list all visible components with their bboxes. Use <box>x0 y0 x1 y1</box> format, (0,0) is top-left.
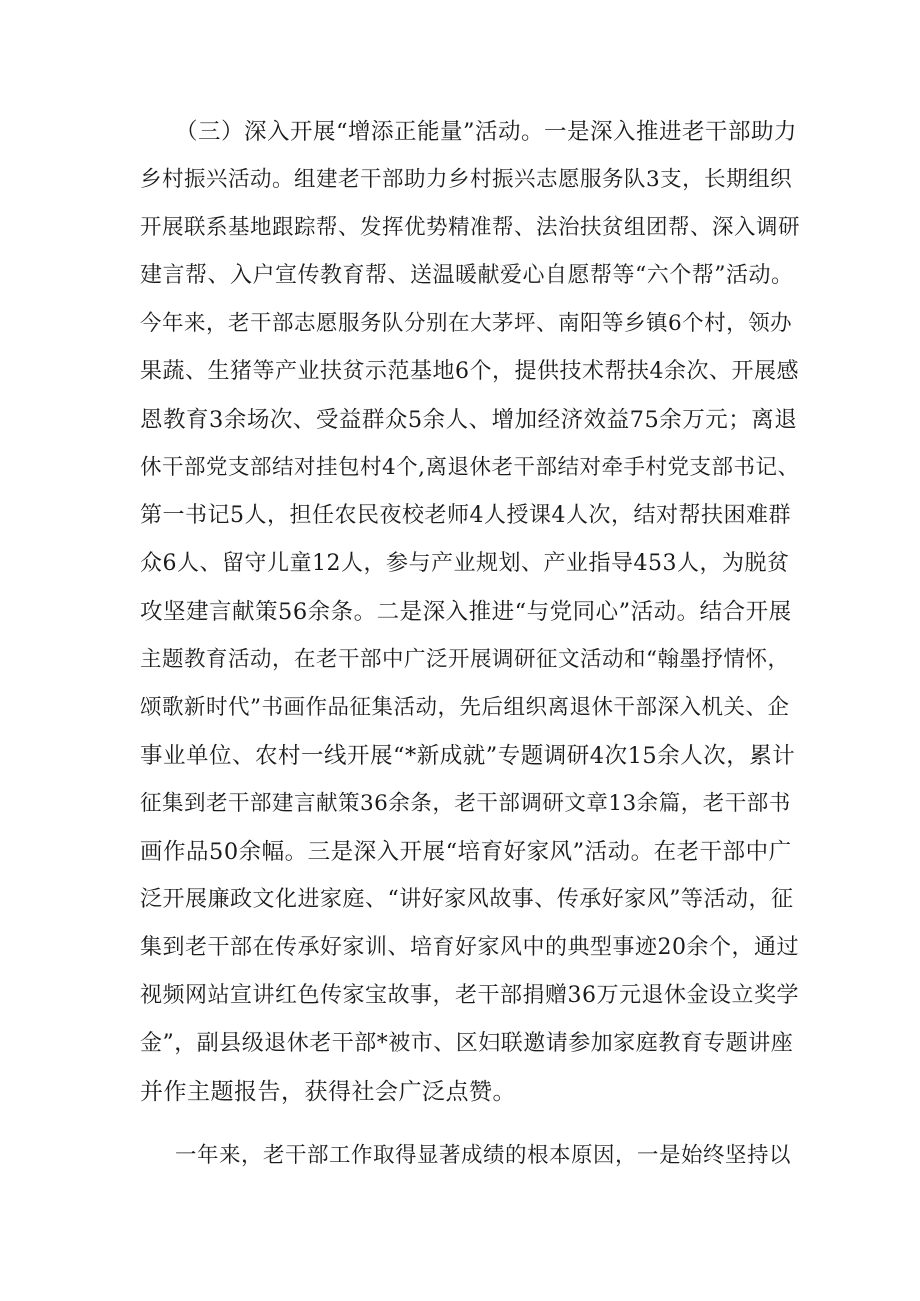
paragraph-1-line-17: 泛开展廉政文化进家庭、“讲好家风故事、传承好家风”等活动，征 <box>140 887 794 912</box>
paragraph-1-line-6: 果蔬、生猪等产业扶贫示范基地6个，提供技术帮扶4余次、开展感 <box>140 359 799 384</box>
paragraph-1-line-4: 建言帮、入户宣传教育帮、送温暖献爱心自愿帮等“六个帮”活动。 <box>140 263 794 288</box>
paragraph-1-line-20: 金”，副县级退休老干部*被市、区妇联邀请参加家庭教育专题讲座 <box>140 1031 794 1056</box>
paragraph-1-line-1: （三）深入开展“增添正能量”活动。一是深入推进老干部助力 <box>175 119 798 145</box>
paragraph-1-line-10: 众6人、留守儿童12人，参与产业规划、产业指导453人，为脱贫 <box>140 551 790 576</box>
paragraph-1-line-13: 颂歌新时代”书画作品征集活动，先后组织离退休干部深入机关、企 <box>140 695 790 720</box>
paragraph-1-line-3: 开展联系基地跟踪帮、发挥优势精准帮、法治扶贫组团帮、深入调研 <box>140 215 801 240</box>
paragraph-1-line-9: 第一书记5人，担任农民夜校老师4人授课4人次，结对帮扶困难群 <box>140 503 791 528</box>
paragraph-1-line-21: 并作主题报告，获得社会广泛点赞。 <box>140 1079 516 1105</box>
paragraph-1-line-7: 恩教育3余场次、受益群众5余人、增加经济效益75余万元；离退 <box>140 407 798 433</box>
paragraph-1-line-5: 今年来，老干部志愿服务队分别在大茅坪、南阳等乡镇6个村，领办 <box>140 311 793 336</box>
paragraph-1-line-18: 集到老干部在传承好家训、培育好家风中的典型事迹20余个，通过 <box>140 935 799 960</box>
paragraph-1-line-16: 画作品50余幅。三是深入开展“培育好家风”活动。在老干部中广 <box>140 839 792 865</box>
paragraph-1-line-19: 视频网站宣讲红色传家宝故事，老干部捐赠36万元退休金设立奖学 <box>140 983 799 1008</box>
paragraph-1-line-8: 休干部党支部结对挂包村4个,离退休老干部结对牵手村党支部书记、 <box>140 455 800 480</box>
paragraph-2-line-1: 一年来，老干部工作取得显著成绩的根本原因，一是始终坚持以 <box>175 1143 792 1168</box>
paragraph-1-line-12: 主题教育活动，在老干部中广泛开展调研征文活动和“翰墨抒情怀， <box>140 647 790 672</box>
paragraph-1-line-15: 征集到老干部建言献策36余条，老干部调研文章13余篇，老干部书 <box>140 791 791 816</box>
paragraph-1-line-14: 事业单位、农村一线开展“*新成就”专题调研4次15余人次，累计 <box>140 743 796 769</box>
paragraph-1-line-11: 攻坚建言献策56余条。二是深入推进“与党同心”活动。结合开展 <box>140 599 792 625</box>
paragraph-1-line-2: 乡村振兴活动。组建老干部助力乡村振兴志愿服务队3支，长期组织 <box>140 167 793 192</box>
